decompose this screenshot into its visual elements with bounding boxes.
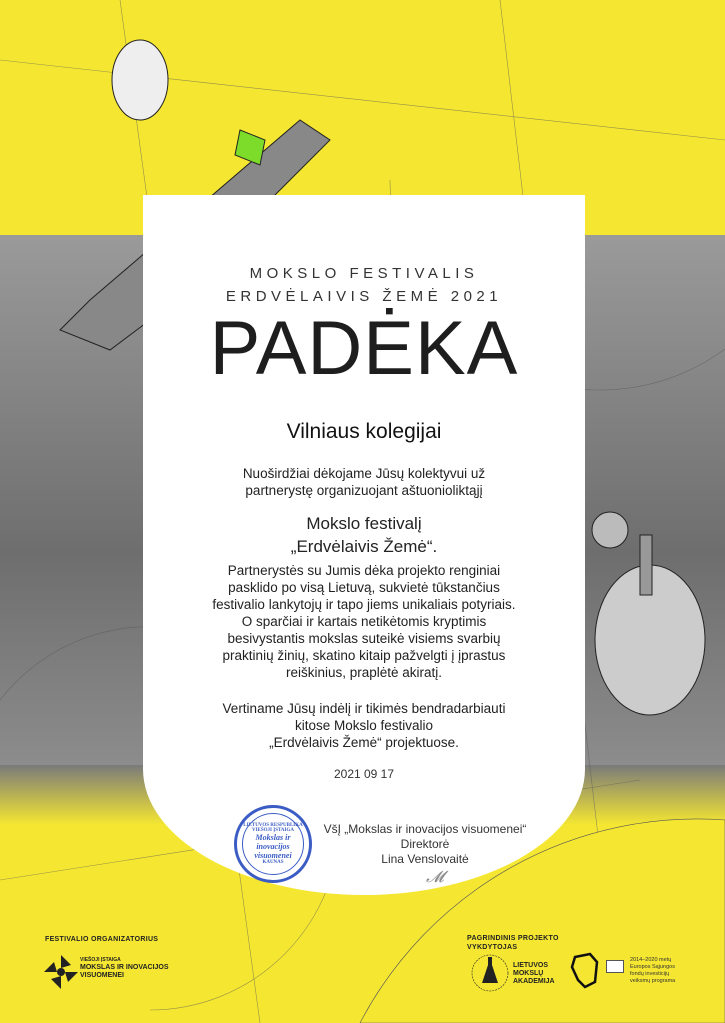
text-line: partnerystę organizuojant aštuonioliktąjį xyxy=(245,483,483,498)
text-line: 2014–2020 metų xyxy=(630,957,672,963)
eu-funds-text xyxy=(630,957,675,985)
text-line: Nuoširdžiai dėkojame Jūsų kolektyvui už xyxy=(242,466,486,481)
text-line: reiškinius, praplėtė akiratį. xyxy=(285,665,443,680)
academy-bell-logo-icon xyxy=(470,953,510,993)
festival-name: MOKSLO FESTIVALIS xyxy=(249,265,479,282)
page-title: PADĖKA xyxy=(209,306,519,391)
text-line: LIETUVOS xyxy=(513,962,549,969)
executor-label xyxy=(467,934,559,952)
signatory-block xyxy=(310,822,540,867)
lithuania-map-icon xyxy=(570,952,600,990)
executor-name xyxy=(513,962,555,986)
text-line: praktinių žinių, skatino kitaip pažvelgti į įprastus xyxy=(222,648,506,663)
paragraph-1 xyxy=(143,465,585,499)
text-line: MOKSLAS IR INOVACIJOS xyxy=(80,964,169,971)
festival-title xyxy=(143,512,585,558)
organizer-label: FESTIVALIO ORGANIZATORIUS xyxy=(45,936,159,943)
text-line: besivystantis mokslas suteikė visiems svarbių xyxy=(227,631,501,646)
date: 2021 09 17 xyxy=(333,767,395,781)
organizer-name xyxy=(80,964,169,980)
signatory-org: VšĮ „Mokslas ir inovacijos visuomenei“ xyxy=(323,822,527,836)
text-line: Partnerystės su Jumis dėka projekto renginiai xyxy=(227,563,501,578)
stamp-type: VIEŠOJI ĮSTAIGA xyxy=(251,828,294,833)
text-line: MOKSLŲ xyxy=(513,970,544,977)
text-line: veiksmų programa xyxy=(630,978,676,984)
stamp-name: Mokslas ir inovacijos visuomenei xyxy=(254,833,292,860)
text-line: VISUOMENEI xyxy=(80,972,124,979)
text-line: festivalio lankytojų ir tapo jiems unikaliais potyriais. xyxy=(212,597,516,612)
stamp-top: LIETUVOS RESPUBLIKA xyxy=(243,823,303,828)
festival-header xyxy=(143,262,585,308)
eu-flag-icon xyxy=(606,960,624,973)
recipient: Vilniaus kolegijai xyxy=(286,420,442,443)
stamp-city: KAUNAS xyxy=(262,860,284,865)
organizer-small: VIEŠOJI ĮSTAIGA xyxy=(80,957,121,963)
text-line: O sparčiai ir kartais netikėtomis kryptimis xyxy=(241,614,487,629)
text-line: pasklido po visą Lietuvą, sukvietė tūkstančius xyxy=(228,580,500,595)
text-line: VYKDYTOJAS xyxy=(467,944,518,951)
text-line: Europos Sąjungos xyxy=(630,964,675,970)
organizer-logo-icon xyxy=(44,955,78,989)
signatory-name: Lina Venslovaitė xyxy=(381,852,469,866)
paragraph-3 xyxy=(143,562,585,681)
text-line: Vertiname Jūsų indėlį ir tikimės bendradarbiauti xyxy=(222,701,506,716)
text-line: kitose Mokslo festivalio xyxy=(294,718,434,733)
text-line: „Erdvėlaivis Žemė“ projektuose. xyxy=(269,735,459,750)
text-line: fondų investicijų xyxy=(630,971,670,977)
text-line: Mokslo festivalį xyxy=(306,514,422,533)
festival-subtitle: ERDVĖLAIVIS ŽEMĖ 2021 xyxy=(225,288,503,305)
signatory-role: Direktorė xyxy=(400,837,450,851)
paragraph-4 xyxy=(143,700,585,751)
text-line: PAGRINDINIS PROJEKTO xyxy=(467,935,559,942)
official-stamp xyxy=(234,805,312,883)
handwritten-signature: 𝓜 xyxy=(426,869,444,886)
text-line: „Erdvėlaivis Žemė“. xyxy=(290,537,438,556)
text-line: AKADEMIJA xyxy=(513,978,555,985)
robot-illustration xyxy=(592,512,705,715)
